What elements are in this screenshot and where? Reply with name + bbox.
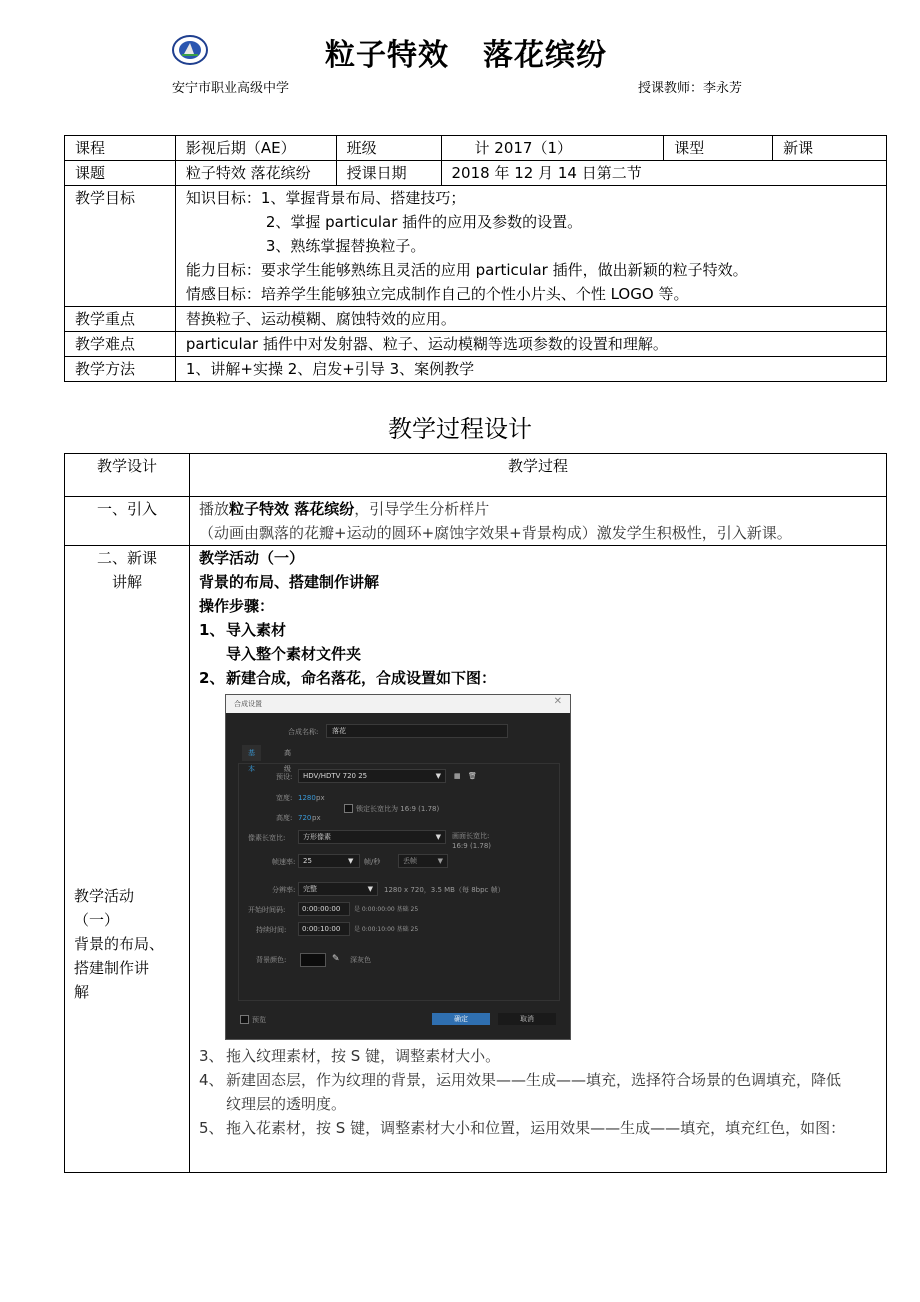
- frame-aspect-value: 16:9 (1.78): [452, 842, 492, 850]
- step-4-cont: 纹理层的透明度。: [226, 1095, 347, 1113]
- preset-label: 预设:: [276, 773, 293, 781]
- duration-info: 是 0:00:10:00 基础 25: [354, 926, 419, 933]
- goal-line: 情感目标：培养学生能够独立完成制作自己的个性小片头、个性 LOGO 等。: [185, 285, 689, 303]
- delete-preset-icon[interactable]: 🗑: [468, 772, 477, 780]
- preview-checkbox[interactable]: [240, 1015, 249, 1024]
- fps-input[interactable]: 25: [298, 854, 360, 868]
- goal-line: 能力目标：要求学生能够熟练且灵活的应用 particular 插件，做出新颖的粒子特效。: [185, 261, 748, 279]
- intro-line: （动画由飘落的花瓣+运动的圆环+腐蚀字效果+背景构成）激发学生积极性，引入新课。: [199, 524, 792, 542]
- class-value: 计 2017（1）: [441, 136, 664, 161]
- process-header: 教学过程: [190, 454, 887, 497]
- pixel-aspect-select[interactable]: 方形像素 ▼: [298, 830, 446, 844]
- design-header: 教学设计: [65, 454, 190, 497]
- goal-line: 2、掌握 particular 插件的应用及参数的设置。: [265, 213, 583, 231]
- document-title: 粒子特效 落花缤纷: [325, 38, 607, 73]
- duration-input[interactable]: 0:00:10:00: [298, 922, 350, 936]
- intro-line: 播放粒子特效 落花缤纷，引导学生分析样片: [199, 500, 490, 518]
- composition-settings-dialog: [225, 694, 571, 1040]
- teacher-name: 授课教师：李永芳: [638, 81, 743, 96]
- fps-dropdown-icon[interactable]: ▼: [348, 857, 354, 865]
- comp-name-label: 合成名称:: [288, 728, 319, 736]
- step-1-sub: 导入整个素材文件夹: [226, 645, 362, 663]
- step-3: 3、 拖入纹理素材，按 S 键，调整素材大小。: [199, 1047, 501, 1065]
- eyedropper-icon[interactable]: ✎: [332, 954, 340, 964]
- activity-title: 教学活动（一）: [199, 549, 305, 567]
- course-info-table: [64, 135, 887, 382]
- lock-aspect-label: 锁定长宽比为 16:9 (1.78): [356, 805, 440, 813]
- pixel-aspect-label: 像素长宽比:: [248, 834, 286, 842]
- step-5: 5、 拖入花素材，按 S 键，调整素材大小和位置，运用效果——生成——填充，填充红色，如图：: [199, 1119, 846, 1137]
- close-icon[interactable]: ✕: [553, 696, 563, 707]
- date-label: 授课日期: [336, 161, 441, 186]
- width-value[interactable]: 1280: [298, 794, 316, 802]
- width-unit: px: [316, 794, 325, 802]
- new-lesson-label: 讲解: [112, 573, 143, 591]
- start-timecode-input[interactable]: 0:00:00:00: [298, 902, 350, 916]
- intro-content: [190, 497, 887, 546]
- goal-content: [175, 186, 886, 307]
- dialog-title: 合成设置: [234, 700, 263, 708]
- difficulty-label: 教学难点: [65, 332, 176, 357]
- key-label: 教学重点: [65, 307, 176, 332]
- bg-color-name: 深灰色: [350, 956, 372, 964]
- tab-advanced[interactable]: 高级: [284, 749, 292, 773]
- fps-label: 帧速率:: [272, 858, 296, 866]
- class-label: 班级: [336, 136, 441, 161]
- frame-aspect-label: 画面长宽比:: [452, 832, 490, 840]
- tab-basic[interactable]: 基本: [242, 745, 261, 761]
- course-label: 课程: [65, 136, 176, 161]
- comp-name-input[interactable]: 落花: [326, 724, 508, 738]
- course-value: 影视后期（AE）: [175, 136, 336, 161]
- height-unit: px: [312, 814, 321, 822]
- steps-title: 操作步骤：: [199, 597, 275, 615]
- dialog-titlebar: [226, 695, 570, 713]
- step-2: 2、 新建合成，命名落花，合成设置如下图：: [199, 669, 497, 687]
- new-lesson-content: [190, 546, 887, 1173]
- new-lesson-cell: [65, 546, 190, 1173]
- topic-value: 粒子特效 落花缤纷: [175, 161, 336, 186]
- resolution-label: 分辨率:: [272, 886, 296, 894]
- resolution-select[interactable]: 完整 ▼: [298, 882, 378, 896]
- topic-label: 课题: [65, 161, 176, 186]
- teaching-process-table: [64, 453, 887, 1173]
- bg-color-label: 背景颜色:: [256, 956, 287, 964]
- save-preset-icon[interactable]: ▦: [454, 772, 461, 780]
- height-value[interactable]: 720: [298, 814, 312, 822]
- goal-label: 教学目标: [65, 186, 176, 307]
- difficulty-value: particular 插件中对发射器、粒子、运动模糊等选项参数的设置和理解。: [175, 332, 886, 357]
- section-title: 教学过程设计: [388, 415, 532, 443]
- lock-aspect-checkbox[interactable]: [344, 804, 353, 813]
- activity-subtitle: 背景的布局、搭建制作讲解: [199, 573, 380, 591]
- activity-side-label: 教学活动 （一） 背景的布局、 搭建制作讲 解: [74, 887, 165, 1001]
- preview-label: 预览: [252, 1016, 267, 1024]
- goal-line: 知识目标：1、掌握背景布局、搭建技巧；: [185, 189, 466, 207]
- resolution-info: 1280 x 720，3.5 MB（每 8bpc 帧）: [384, 886, 505, 894]
- step-4: 4、 新建固态层，作为纹理的背景，运用效果——生成——填充，选择符合场景的色调填充，降低: [199, 1071, 842, 1089]
- start-timecode-info: 是 0:00:00:00 基础 25: [354, 906, 419, 913]
- new-lesson-label: 二、新课: [97, 549, 158, 567]
- method-label: 教学方法: [65, 357, 176, 382]
- bg-color-swatch[interactable]: [300, 953, 326, 967]
- type-label: 课型: [664, 136, 773, 161]
- start-timecode-label: 开始时间码:: [248, 906, 286, 914]
- preset-select[interactable]: HDV/HDTV 720 25 ▼: [298, 769, 446, 783]
- ok-button[interactable]: 确定: [432, 1013, 490, 1025]
- width-label: 宽度:: [276, 794, 293, 802]
- fps-unit: 帧/秒: [364, 858, 381, 866]
- duration-label: 持续时间:: [256, 926, 287, 934]
- school-name: 安宁市职业高级中学: [172, 81, 290, 96]
- drop-frame-select[interactable]: 丢帧 ▼: [398, 854, 448, 868]
- intro-label: 一、引入: [65, 497, 190, 546]
- step-1: 1、 导入素材: [199, 621, 287, 639]
- method-value: 1、讲解+实操 2、启发+引导 3、案例教学: [175, 357, 886, 382]
- cancel-button[interactable]: 取消: [498, 1013, 556, 1025]
- height-label: 高度:: [276, 814, 293, 822]
- goal-line: 3、熟练掌握替换粒子。: [265, 237, 426, 255]
- type-value: 新课: [773, 136, 887, 161]
- key-value: 替换粒子、运动模糊、腐蚀特效的应用。: [175, 307, 886, 332]
- date-value: 2018 年 12 月 14 日第二节: [441, 161, 886, 186]
